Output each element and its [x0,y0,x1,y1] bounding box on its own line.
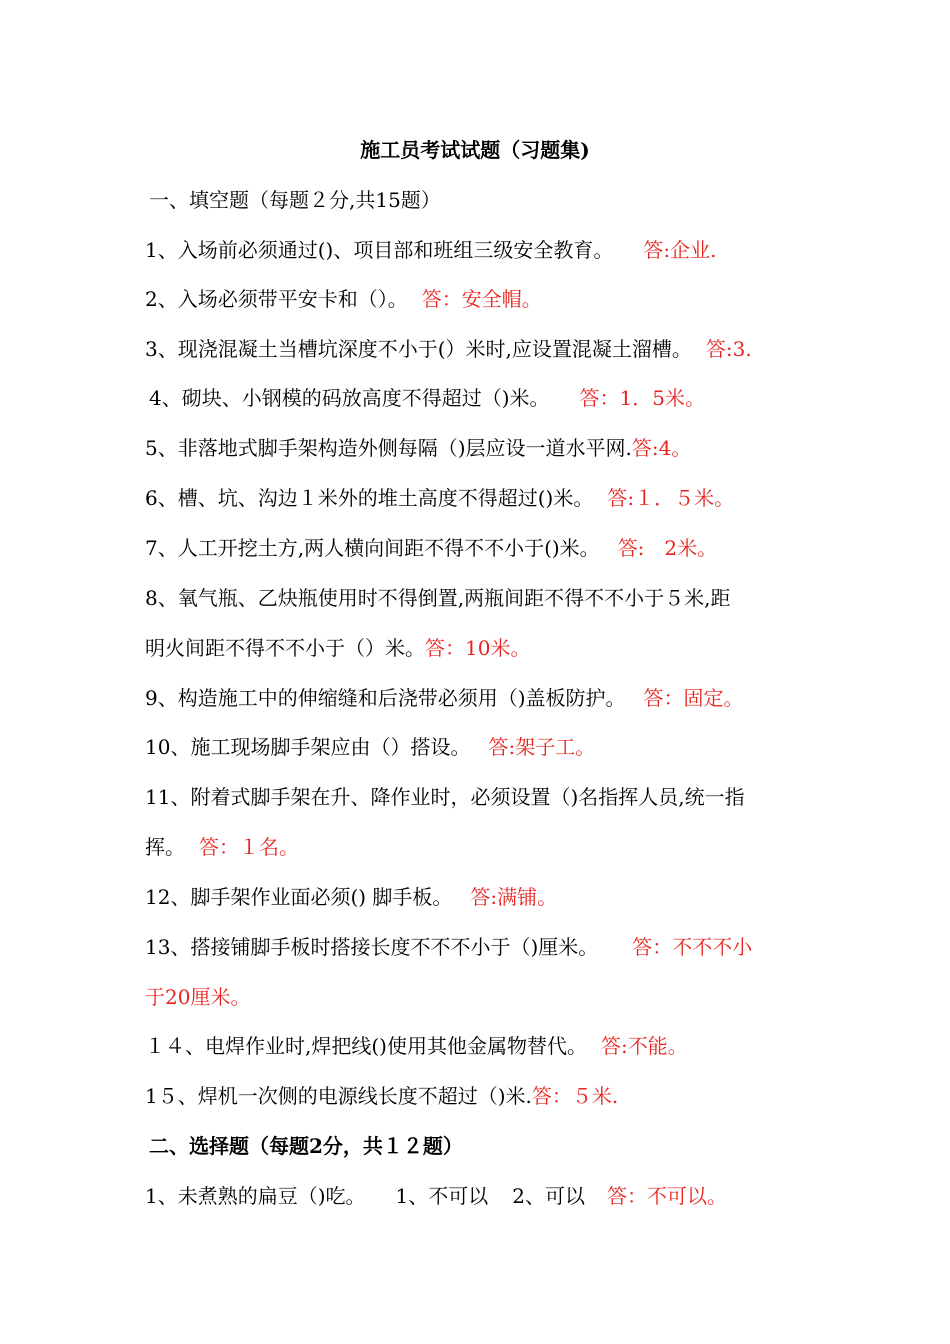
question-11-continued [145,832,825,862]
question-4 [149,383,829,413]
answer-text: 答：1．5米。 [579,386,705,410]
question-6 [145,483,825,513]
question-text: 11、附着式脚手架在升、降作业时，必须设置（)名指挥人员,统一指 [145,785,745,809]
question-1 [145,235,825,265]
answer-text: 答:不能。 [600,1034,688,1058]
question-text: 4、砌块、小钢模的码放高度不得超过（)米。 [149,386,550,410]
question-15 [145,1081,825,1111]
question-text: 8、氧气瓶、乙炔瓶使用时不得倒置,两瓶间距不得不不小于５米,距 [145,586,731,610]
question-7 [145,533,825,563]
question-11 [145,782,825,812]
question-text: 挥。 [145,835,185,859]
question-text: 3、现浇混凝土当槽坑深度不小于(）米时,应设置混凝土溜槽。 [145,337,692,361]
answer-text: 答:１．５米。 [607,486,735,510]
answer-text: 答：不不不小 [632,935,753,959]
question-text: 10、施工现场脚手架应由（）搭设。 [145,735,471,759]
question-13-continued [145,982,825,1012]
question-text: 明火间距不得不不小于（）米。 [145,636,425,660]
question-text: 12、脚手架作业面必须() 脚手板。 [145,885,453,909]
answer-text: 答：安全帽。 [421,287,542,311]
question-text: 1、入场前必须通过()、项目部和班组三级安全教育。 [145,238,614,262]
choice-question-1 [145,1181,825,1211]
question-text: 1、未煮熟的扁豆（)吃。 [145,1184,366,1208]
answer-text: 于20厘米。 [145,985,251,1009]
answer-text: 答:满铺。 [470,885,558,909]
question-8 [145,583,825,613]
answer-text: 答：１名。 [199,835,299,859]
answer-text: 答：10米。 [425,636,531,660]
question-text: 6、槽、坑、沟边１米外的堆土高度不得超过()米。 [145,486,594,510]
question-12 [145,882,825,912]
question-9 [145,683,825,713]
question-text: 9、构造施工中的伸缩缝和后浇带必须用（)盖板防护。 [145,686,626,710]
section1-heading: 一、填空题（每题２分,共15题） [149,188,441,212]
question-14 [145,1031,825,1061]
question-8-continued [145,633,825,663]
document-title: 施工员考试试题（习题集) [360,138,590,162]
question-5 [145,433,825,463]
question-text: 5、非落地式脚手架构造外侧每隔（)层应设一道水平网. [145,436,632,460]
answer-text: 答:企业. [643,238,717,262]
section2-heading: 二、选择题（每题2分，共１２题） [149,1134,463,1158]
option-2: 2、可以 [512,1184,585,1208]
question-text: 13、搭接铺脚手板时搭接长度不不不小于（)厘米。 [145,935,599,959]
answer-text: 答:3. [705,337,752,361]
answer-text: 答:架子工。 [488,735,596,759]
question-text: 2、入场必须带平安卡和（）。 [145,287,408,311]
question-10 [145,732,825,762]
question-13 [145,932,825,962]
answer-text: 答: 2米。 [617,536,718,560]
option-1: 1、不可以 [395,1184,489,1208]
answer-text: 答：５米. [531,1084,619,1108]
answer-text: 答：不可以。 [607,1184,727,1208]
answer-text: 答:4。 [631,436,692,460]
question-text: 7、人工开挖土方,两人横向间距不得不不小于()米。 [145,536,600,560]
answer-text: 答：固定。 [643,686,744,710]
question-text: １４、电焊作业时,焊把线()使用其他金属物替代。 [145,1034,587,1058]
question-3 [145,334,825,364]
question-text: 1５、焊机一次侧的电源线长度不超过（)米. [145,1084,532,1108]
question-2 [145,284,825,314]
